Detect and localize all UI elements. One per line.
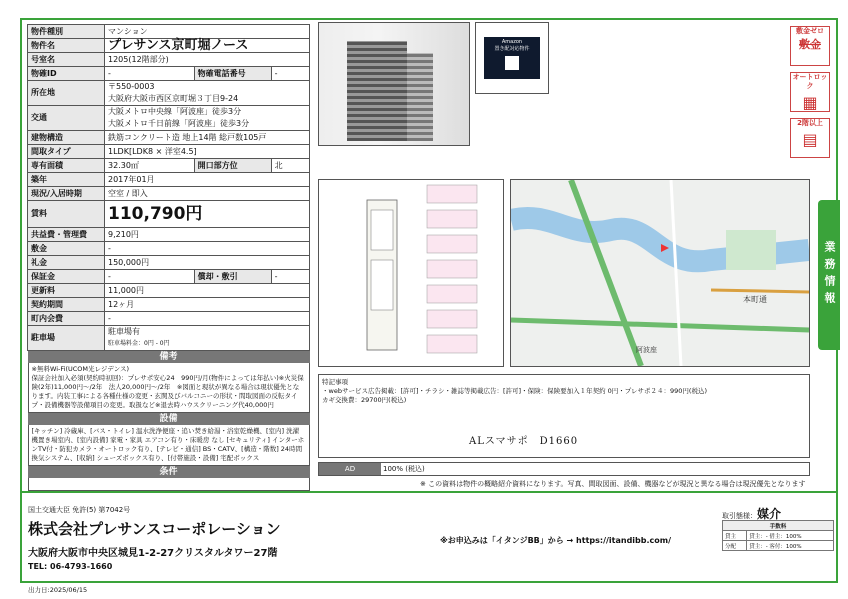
conditions-text <box>28 478 310 491</box>
remarks-title: 備考 <box>28 351 310 363</box>
location-map <box>510 179 810 367</box>
term-value: 12ヶ月 <box>105 298 310 312</box>
tel-value: - <box>271 67 309 81</box>
address-value: 大阪府大阪市西区京町堀３丁目9-24 <box>108 94 239 103</box>
remarks-text: ※無料Wi-Fi(UCOM光レジデンス) 保証会社加入必須(契約時初回)：プレサポ安心24 990円/月(物件によっては年払い)※火災保険(2年)11,000円〜/2年 法人20,000円〜/2年 ※図面と現状が異なる場合は現状優先となります。内装工事による各種仕様の変更・玄関及びバルコニーの形状・間取図面の反転タイプ・設備機器等設備項目の変更。取扱など※退去時ハウスクリーニング代40,000円 <box>28 363 310 413</box>
company-address: 大阪府大阪市中央区城見1-2-27クリスタルタワー27階 <box>28 548 278 559</box>
room-value: 1205(12階部分) <box>105 53 310 67</box>
zip-code: 〒550-0003 <box>108 82 155 91</box>
fee-row1-value: 貸主：- 借主：100% <box>747 531 834 541</box>
built-value: 2017年01月 <box>105 173 310 187</box>
fee-header: 手数料 <box>723 521 834 531</box>
amort-label: 償却・敷引 <box>194 270 271 284</box>
layout-label: 間取タイプ <box>28 145 105 159</box>
parking-fee: 駐車場料金：0円 - 0円 <box>108 340 170 347</box>
property-name: プレサンス京町堀ノース <box>105 39 310 53</box>
disclaimer: ※ この資料は物件の概略紹介資料になります。写真、間取図面、設備、機器などが現況と異なる場合は現況優先となります <box>420 480 806 488</box>
structure-value: 鉄筋コンクリート造 地上14階 総戸数105戸 <box>105 131 310 145</box>
amort-value: - <box>271 270 309 284</box>
guarantee-value: - <box>105 270 195 284</box>
transaction-type: 取引態様：媒介 <box>722 507 782 521</box>
special-notes <box>318 374 810 458</box>
fee-row2-key: 分配 <box>723 541 747 551</box>
town-fee-value: - <box>105 312 310 326</box>
room-label: 号室名 <box>28 53 105 67</box>
parking-label: 駐車場 <box>28 326 105 351</box>
agent-signature: ALスマサポ D1660 <box>469 436 579 447</box>
map-drawing <box>511 180 809 366</box>
amazon-line1: Amazon <box>501 39 523 45</box>
direction-value: 北 <box>271 159 309 173</box>
company-name: 株式会社プレサンスコーポレーション <box>28 520 281 538</box>
key-money-value: 150,000円 <box>105 256 310 270</box>
parking-value: 駐車場有 <box>108 327 140 336</box>
structure-label: 建物構造 <box>28 131 105 145</box>
footer-divider <box>20 491 838 493</box>
rent-value: 110,790円 <box>105 201 310 228</box>
area-label: 専有面積 <box>28 159 105 173</box>
fee-label: 共益費・管理費 <box>28 228 105 242</box>
ad-value: 100% (税込) <box>383 465 425 473</box>
tel-label: 物確電話番号 <box>194 67 271 81</box>
building-photo <box>318 22 470 146</box>
map-station-label: 阿波座 <box>636 346 657 354</box>
guarantee-label: 保証金 <box>28 270 105 284</box>
floor-plan-drawing <box>319 180 503 366</box>
fee-value: 9,210円 <box>105 228 310 242</box>
second-floor-icon: 2階以上 ▤ <box>790 118 830 158</box>
feature-icons <box>790 26 830 164</box>
amazon-badge-inner <box>484 37 540 79</box>
equipment-title: 設備 <box>28 413 310 425</box>
rent-label: 賃料 <box>28 201 105 228</box>
apply-link[interactable]: ※お申込みは「イタンジBB」から → https://itandibb.com/ <box>440 536 672 545</box>
transaction-value: 媒介 <box>757 507 782 521</box>
fee-row2-value: 貸主：- 客付：100% <box>747 541 834 551</box>
ad-row <box>318 462 810 476</box>
conditions-title: 条件 <box>28 466 310 478</box>
company-tel: TEL: 06-4793-1660 <box>28 562 113 571</box>
id-value: - <box>105 67 195 81</box>
special-notes-line2: カギ交換費：29700円(税込) <box>322 396 407 404</box>
traffic-1: 大阪メトロ中央線「阿波座」徒歩3分 <box>108 107 242 116</box>
status-value: 空室 / 即入 <box>105 187 310 201</box>
town-fee-label: 町内会費 <box>28 312 105 326</box>
special-notes-header: 特記事項 <box>322 378 348 386</box>
traffic-label: 交通 <box>28 106 105 131</box>
id-label: 物確ID <box>28 67 105 81</box>
renew-label: 更新料 <box>28 284 105 298</box>
autolock-icon: オートロック ▦ <box>790 72 830 112</box>
status-label: 現況/入居時期 <box>28 187 105 201</box>
ad-label: AD <box>319 463 381 475</box>
floor-plan <box>318 179 504 367</box>
deposit-value: - <box>105 242 310 256</box>
equipment-text: [キッチン] 冷蔵庫、[バス・トイレ] 温水洗浄便座・追い焚き給湯・浴室乾燥機、[室内] 洗濯機置き場室内、[室内設備] 家電・家具 エアコン有り・床暖房 なし [セキュリティ] インターホンTV付・防犯カメラ・オートロック有り、[テレビ・通信] BS・CATV、[構造・階数] 24時間換気システム、[収納] シューズボックス有り、[付帯施設・設備] 宅配ボックス <box>28 425 310 466</box>
fee-table <box>722 520 834 551</box>
building-shape <box>347 41 407 141</box>
direction-label: 開口部方位 <box>194 159 271 173</box>
layout-value: 1LDK[LDK8 × 洋室4.5] <box>105 145 310 159</box>
deposit-label: 敷金 <box>28 242 105 256</box>
map-street-label: 本町通 <box>743 295 767 304</box>
traffic-2: 大阪メトロ千日前線「阿波座」徒歩3分 <box>108 119 250 128</box>
special-notes-line1: ・webサービス広告掲載：[許可]・チラシ・雑誌等掲載広告：[許可]・保険：保険要加入１年契約 0円・プレサポ２４：990円(税込) <box>322 387 708 395</box>
spec-table <box>27 24 310 491</box>
side-tab[interactable]: 業務情報 <box>818 200 840 350</box>
amazon-badge <box>475 22 549 94</box>
key-money-label: 礼金 <box>28 256 105 270</box>
built-label: 築年 <box>28 173 105 187</box>
qr-icon <box>505 56 519 70</box>
name-label: 物件名 <box>28 39 105 53</box>
type-label: 物件種別 <box>28 25 105 39</box>
output-date: 出力日:2025/06/15 <box>28 586 88 594</box>
address-label: 所在地 <box>28 81 105 106</box>
fee-row1-key: 貸主 <box>723 531 747 541</box>
renew-value: 11,000円 <box>105 284 310 298</box>
term-label: 契約期間 <box>28 298 105 312</box>
deposit-zero-icon: 敷金ゼロ 敷金 <box>790 26 830 66</box>
area-value: 32.30㎡ <box>105 159 195 173</box>
building-shape-side <box>407 53 433 141</box>
license-number: 国土交通大臣 免許(5) 第7042号 <box>28 506 131 514</box>
amazon-line2: 置き配対応物件 <box>494 46 530 52</box>
type-value: マンション <box>105 25 310 39</box>
